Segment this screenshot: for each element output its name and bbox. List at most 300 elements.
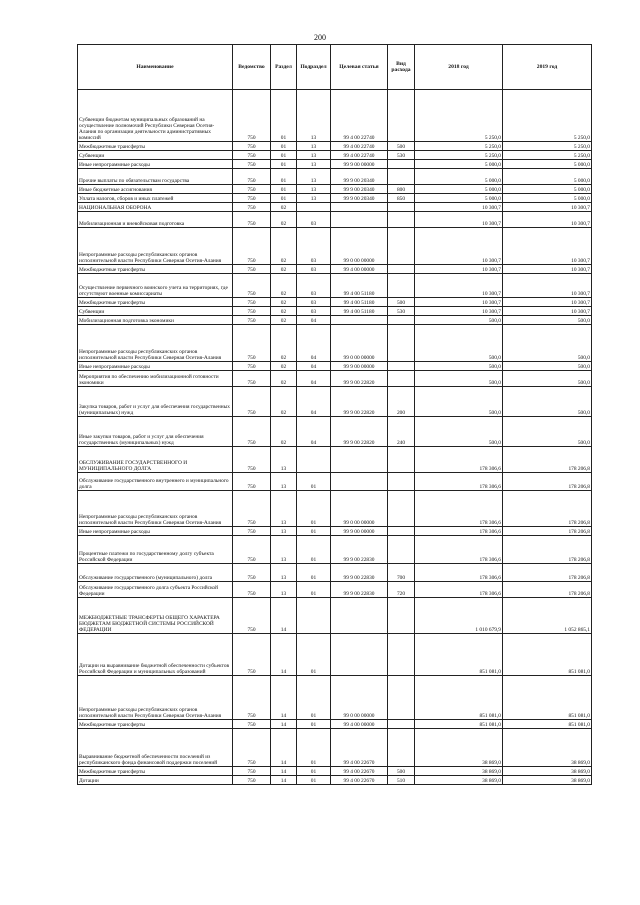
cell-expense-type <box>388 634 415 676</box>
header-year-2018: 2018 год <box>415 45 503 90</box>
cell-year-2019: 10 300,7 <box>503 265 592 274</box>
cell-target-article: 99 4 00 51180 <box>331 307 388 316</box>
table-row <box>78 720 592 729</box>
cell-year-2018: 178 306,6 <box>415 527 503 536</box>
cell-year-2019: 5 000,0 <box>503 160 592 169</box>
cell-year-2018: 500,0 <box>415 325 503 362</box>
cell-expense-type <box>388 362 415 371</box>
cell-expense-type: 500 <box>388 298 415 307</box>
cell-section: 14 <box>271 729 297 767</box>
cell-name: Межбюджетные трансферты <box>78 767 233 776</box>
cell-year-2018: 38 869,0 <box>415 776 503 785</box>
cell-year-2019: 38 869,0 <box>503 767 592 776</box>
cell-name: Выравнивание бюджетной обеспеченности поселений из республиканского фонда финансовой поддержки поселений <box>78 729 233 767</box>
cell-department: 750 <box>233 776 271 785</box>
cell-subsection: 13 <box>297 90 331 142</box>
table-row <box>78 185 592 194</box>
cell-section: 02 <box>271 212 297 228</box>
table-row <box>78 491 592 527</box>
cell-subsection: 13 <box>297 185 331 194</box>
cell-expense-type <box>388 212 415 228</box>
table-row <box>78 634 592 676</box>
cell-name: Межбюджетные трансферты <box>78 298 233 307</box>
cell-section: 01 <box>271 151 297 160</box>
cell-year-2019: 178 206,8 <box>503 582 592 598</box>
cell-expense-type <box>388 598 415 634</box>
header-expense-type: Вид расхода <box>388 45 415 90</box>
cell-name: Субвенции <box>78 307 233 316</box>
cell-department: 750 <box>233 90 271 142</box>
cell-target-article <box>331 316 388 325</box>
cell-target-article: 99 4 00 51180 <box>331 298 388 307</box>
cell-subsection: 03 <box>297 265 331 274</box>
cell-year-2018: 500,0 <box>415 371 503 387</box>
cell-year-2019: 38 869,0 <box>503 729 592 767</box>
table-row <box>78 142 592 151</box>
cell-year-2018: 5 250,0 <box>415 90 503 142</box>
cell-year-2019: 500,0 <box>503 325 592 362</box>
cell-target-article: 99 0 00 00000 <box>331 676 388 720</box>
cell-name: Непрограммные расходы республиканских органов исполнительной власти Республики Северная Осетия-Алания <box>78 491 233 527</box>
cell-year-2019: 5 250,0 <box>503 142 592 151</box>
cell-target-article <box>331 203 388 212</box>
cell-name: Прочие выплаты по обязательствам государства <box>78 169 233 185</box>
cell-section: 01 <box>271 185 297 194</box>
cell-target-article: 99 0 00 00000 <box>331 325 388 362</box>
cell-year-2018: 38 869,0 <box>415 729 503 767</box>
cell-year-2018: 5 000,0 <box>415 169 503 185</box>
budget-table <box>77 44 592 785</box>
table-row <box>78 371 592 387</box>
table-row <box>78 417 592 447</box>
cell-year-2019: 178 206,8 <box>503 447 592 473</box>
cell-expense-type <box>388 265 415 274</box>
cell-name: Межбюджетные трансферты <box>78 142 233 151</box>
cell-department: 750 <box>233 298 271 307</box>
cell-department: 750 <box>233 185 271 194</box>
cell-expense-type: 700 <box>388 564 415 582</box>
cell-section: 02 <box>271 325 297 362</box>
cell-subsection <box>297 447 331 473</box>
cell-target-article: 99 4 00 22740 <box>331 151 388 160</box>
cell-department: 750 <box>233 527 271 536</box>
cell-target-article: 99 0 00 00000 <box>331 491 388 527</box>
cell-year-2019: 10 300,7 <box>503 228 592 265</box>
cell-name: Межбюджетные трансферты <box>78 720 233 729</box>
cell-name: Непрограммные расходы республиканских органов исполнительной власти Республики Северная Осетия-Алания <box>78 676 233 720</box>
cell-name: Иные бюджетные ассигнования <box>78 185 233 194</box>
cell-subsection: 04 <box>297 387 331 417</box>
cell-year-2018: 10 300,7 <box>415 307 503 316</box>
cell-section: 02 <box>271 387 297 417</box>
cell-year-2019: 178 206,8 <box>503 491 592 527</box>
cell-expense-type: 200 <box>388 387 415 417</box>
cell-target-article: 99 9 00 22820 <box>331 417 388 447</box>
cell-year-2018: 500,0 <box>415 387 503 417</box>
cell-year-2019: 178 206,8 <box>503 536 592 564</box>
cell-expense-type <box>388 325 415 362</box>
cell-name: Иные непрограммные расходы <box>78 527 233 536</box>
cell-subsection: 03 <box>297 307 331 316</box>
cell-subsection: 04 <box>297 325 331 362</box>
cell-name: ОБСЛУЖИВАНИЕ ГОСУДАРСТВЕННОГО И МУНИЦИПАЛЬНОГО ДОЛГА <box>78 447 233 473</box>
cell-name: Мероприятия по обеспечению мобилизационной готовности экономики <box>78 371 233 387</box>
cell-section: 13 <box>271 447 297 473</box>
cell-year-2019: 178 206,8 <box>503 564 592 582</box>
cell-year-2018: 10 300,7 <box>415 228 503 265</box>
header-target-article: Целевая статья <box>331 45 388 90</box>
cell-year-2019: 10 300,7 <box>503 212 592 228</box>
cell-subsection: 13 <box>297 142 331 151</box>
cell-name: Уплата налогов, сборов и иных платежей <box>78 194 233 203</box>
cell-target-article: 99 4 00 51180 <box>331 274 388 298</box>
cell-section: 14 <box>271 634 297 676</box>
cell-target-article: 99 4 00 22740 <box>331 90 388 142</box>
cell-subsection <box>297 203 331 212</box>
cell-section: 01 <box>271 194 297 203</box>
cell-section: 02 <box>271 203 297 212</box>
cell-subsection: 13 <box>297 194 331 203</box>
cell-department: 750 <box>233 536 271 564</box>
cell-subsection: 01 <box>297 676 331 720</box>
cell-subsection: 01 <box>297 582 331 598</box>
cell-year-2018: 5 250,0 <box>415 142 503 151</box>
cell-target-article: 99 9 00 00000 <box>331 527 388 536</box>
cell-subsection: 01 <box>297 776 331 785</box>
table-row <box>78 194 592 203</box>
cell-year-2019: 38 869,0 <box>503 776 592 785</box>
cell-department: 750 <box>233 325 271 362</box>
cell-subsection: 13 <box>297 151 331 160</box>
cell-year-2018: 38 869,0 <box>415 767 503 776</box>
cell-target-article: 99 9 00 22830 <box>331 582 388 598</box>
cell-year-2019: 500,0 <box>503 316 592 325</box>
cell-year-2018: 178 306,6 <box>415 536 503 564</box>
cell-year-2018: 178 306,6 <box>415 491 503 527</box>
table-header-row <box>78 45 592 90</box>
table-row <box>78 767 592 776</box>
cell-year-2018: 5 250,0 <box>415 151 503 160</box>
table-row <box>78 307 592 316</box>
cell-section: 02 <box>271 228 297 265</box>
cell-section: 14 <box>271 776 297 785</box>
header-section: Раздел <box>271 45 297 90</box>
cell-section: 14 <box>271 767 297 776</box>
cell-section: 14 <box>271 676 297 720</box>
cell-name: Закупка товаров, работ и услуг для обеспечения государственных (муниципальных) нужд <box>78 387 233 417</box>
cell-expense-type <box>388 447 415 473</box>
cell-name: Мобилизационная и вневойсковая подготовка <box>78 212 233 228</box>
cell-year-2019: 851 081,0 <box>503 634 592 676</box>
cell-year-2019: 5 000,0 <box>503 169 592 185</box>
cell-expense-type <box>388 720 415 729</box>
table-row <box>78 536 592 564</box>
cell-department: 750 <box>233 582 271 598</box>
cell-target-article <box>331 634 388 676</box>
cell-year-2018: 500,0 <box>415 316 503 325</box>
table-row <box>78 729 592 767</box>
cell-year-2018: 178 306,6 <box>415 582 503 598</box>
cell-expense-type <box>388 473 415 491</box>
cell-section: 02 <box>271 298 297 307</box>
cell-year-2018: 500,0 <box>415 362 503 371</box>
cell-subsection: 01 <box>297 536 331 564</box>
cell-year-2018: 178 306,6 <box>415 473 503 491</box>
cell-year-2019: 5 250,0 <box>503 151 592 160</box>
cell-department: 750 <box>233 729 271 767</box>
table-row <box>78 203 592 212</box>
cell-year-2019: 500,0 <box>503 417 592 447</box>
cell-year-2018: 851 081,0 <box>415 676 503 720</box>
cell-department: 750 <box>233 387 271 417</box>
cell-year-2018: 851 081,0 <box>415 720 503 729</box>
cell-year-2019: 851 081,0 <box>503 720 592 729</box>
cell-department: 750 <box>233 274 271 298</box>
cell-subsection: 01 <box>297 473 331 491</box>
cell-department: 750 <box>233 362 271 371</box>
cell-subsection: 03 <box>297 228 331 265</box>
cell-expense-type: 720 <box>388 582 415 598</box>
cell-section: 01 <box>271 90 297 142</box>
cell-expense-type <box>388 160 415 169</box>
cell-section: 02 <box>271 362 297 371</box>
cell-name: Субвенции бюджетам муниципальных образований на осуществление полномочий Республики Северная Осетия-Алания по организации деятельности административных комиссий <box>78 90 233 142</box>
cell-year-2019: 5 250,0 <box>503 90 592 142</box>
cell-name: Иные непрограммные расходы <box>78 160 233 169</box>
cell-name: Иные закупки товаров, работ и услуг для обеспечения государственных (муниципальных) нужд <box>78 417 233 447</box>
cell-subsection: 01 <box>297 729 331 767</box>
cell-year-2019: 5 000,0 <box>503 194 592 203</box>
cell-department: 750 <box>233 447 271 473</box>
table-row <box>78 90 592 142</box>
table-row <box>78 212 592 228</box>
cell-expense-type: 530 <box>388 151 415 160</box>
table-row <box>78 564 592 582</box>
table-row <box>78 169 592 185</box>
table-row <box>78 447 592 473</box>
table-row <box>78 274 592 298</box>
cell-expense-type: 240 <box>388 417 415 447</box>
header-year-2019: 2019 год <box>503 45 592 90</box>
cell-year-2019: 5 000,0 <box>503 185 592 194</box>
cell-expense-type: 510 <box>388 776 415 785</box>
cell-subsection: 03 <box>297 274 331 298</box>
cell-department: 750 <box>233 307 271 316</box>
cell-department: 750 <box>233 203 271 212</box>
cell-department: 750 <box>233 491 271 527</box>
table-row <box>78 160 592 169</box>
cell-year-2019: 10 300,7 <box>503 274 592 298</box>
cell-department: 750 <box>233 265 271 274</box>
cell-department: 750 <box>233 598 271 634</box>
cell-department: 750 <box>233 767 271 776</box>
cell-expense-type <box>388 90 415 142</box>
cell-target-article: 99 9 00 22830 <box>331 564 388 582</box>
cell-year-2018: 1 010 679,9 <box>415 598 503 634</box>
page-number: 200 <box>314 33 326 42</box>
cell-department: 750 <box>233 194 271 203</box>
cell-name: Мобилизационная подготовка экономики <box>78 316 233 325</box>
cell-target-article: 99 9 00 22820 <box>331 387 388 417</box>
cell-section: 14 <box>271 720 297 729</box>
cell-year-2019: 10 300,7 <box>503 298 592 307</box>
cell-subsection: 01 <box>297 491 331 527</box>
table-row <box>78 325 592 362</box>
cell-name: Иные непрограммные расходы <box>78 362 233 371</box>
cell-department: 750 <box>233 417 271 447</box>
cell-name: Обслуживание государственного долга субъекта Российской Федерации <box>78 582 233 598</box>
header-subsection: Подраздел <box>297 45 331 90</box>
cell-department: 750 <box>233 151 271 160</box>
cell-year-2018: 851 081,0 <box>415 634 503 676</box>
cell-expense-type <box>388 729 415 767</box>
cell-department: 750 <box>233 212 271 228</box>
cell-expense-type <box>388 274 415 298</box>
cell-subsection: 04 <box>297 316 331 325</box>
cell-subsection: 01 <box>297 767 331 776</box>
cell-target-article: 99 4 00 00000 <box>331 720 388 729</box>
table-row <box>78 298 592 307</box>
cell-subsection: 01 <box>297 720 331 729</box>
cell-section: 14 <box>271 598 297 634</box>
table-row <box>78 527 592 536</box>
cell-section: 02 <box>271 265 297 274</box>
cell-target-article: 99 9 00 20340 <box>331 169 388 185</box>
cell-section: 13 <box>271 564 297 582</box>
cell-section: 13 <box>271 536 297 564</box>
cell-subsection: 03 <box>297 212 331 228</box>
cell-target-article: 99 9 00 00000 <box>331 362 388 371</box>
table-row <box>78 598 592 634</box>
cell-section: 01 <box>271 169 297 185</box>
cell-department: 750 <box>233 634 271 676</box>
cell-year-2018: 10 300,7 <box>415 274 503 298</box>
cell-name: НАЦИОНАЛЬНАЯ ОБОРОНА <box>78 203 233 212</box>
cell-year-2019: 178 206,8 <box>503 473 592 491</box>
cell-department: 750 <box>233 676 271 720</box>
cell-year-2018: 10 300,7 <box>415 203 503 212</box>
header-name: Наименование <box>78 45 233 90</box>
cell-section: 13 <box>271 473 297 491</box>
cell-target-article: 99 4 00 00000 <box>331 265 388 274</box>
cell-year-2019: 500,0 <box>503 362 592 371</box>
cell-year-2019: 10 300,7 <box>503 203 592 212</box>
table-row <box>78 676 592 720</box>
cell-target-article: 99 0 00 00000 <box>331 228 388 265</box>
cell-year-2019: 500,0 <box>503 371 592 387</box>
table-body <box>78 90 592 785</box>
cell-target-article: 99 4 00 22670 <box>331 767 388 776</box>
cell-subsection: 03 <box>297 298 331 307</box>
cell-name: Непрограммные расходы республиканских органов исполнительной власти Республики Северная Осетия-Алания <box>78 228 233 265</box>
cell-target-article: 99 4 00 22670 <box>331 776 388 785</box>
cell-department: 750 <box>233 564 271 582</box>
cell-name: Дотации <box>78 776 233 785</box>
cell-year-2018: 10 300,7 <box>415 265 503 274</box>
cell-department: 750 <box>233 473 271 491</box>
cell-year-2019: 178 206,8 <box>503 527 592 536</box>
cell-department: 750 <box>233 142 271 151</box>
cell-expense-type <box>388 371 415 387</box>
cell-subsection: 04 <box>297 371 331 387</box>
cell-name: Обслуживание государственного внутреннего и муниципального долга <box>78 473 233 491</box>
cell-expense-type <box>388 527 415 536</box>
cell-target-article <box>331 447 388 473</box>
cell-subsection <box>297 598 331 634</box>
cell-expense-type <box>388 228 415 265</box>
cell-target-article: 99 9 00 20340 <box>331 194 388 203</box>
cell-target-article: 99 9 00 22820 <box>331 371 388 387</box>
cell-section: 02 <box>271 316 297 325</box>
cell-target-article: 99 4 00 22740 <box>331 142 388 151</box>
table-row <box>78 387 592 417</box>
table-row <box>78 776 592 785</box>
cell-target-article: 99 9 00 00000 <box>331 160 388 169</box>
cell-section: 02 <box>271 371 297 387</box>
cell-subsection: 04 <box>297 417 331 447</box>
cell-department: 750 <box>233 720 271 729</box>
cell-section: 13 <box>271 527 297 536</box>
cell-expense-type <box>388 316 415 325</box>
cell-name: Дотации на выравнивание бюджетной обеспеченности субъектов Российской Федерации и муниципальных образований <box>78 634 233 676</box>
cell-section: 01 <box>271 160 297 169</box>
cell-subsection: 13 <box>297 160 331 169</box>
cell-subsection: 01 <box>297 634 331 676</box>
table-row <box>78 316 592 325</box>
cell-year-2018: 5 000,0 <box>415 160 503 169</box>
cell-expense-type <box>388 676 415 720</box>
cell-subsection: 01 <box>297 527 331 536</box>
table-row <box>78 473 592 491</box>
cell-department: 750 <box>233 371 271 387</box>
cell-expense-type: 500 <box>388 767 415 776</box>
cell-year-2019: 10 300,7 <box>503 307 592 316</box>
cell-department: 750 <box>233 316 271 325</box>
cell-year-2018: 5 000,0 <box>415 194 503 203</box>
table-row <box>78 582 592 598</box>
cell-subsection: 04 <box>297 362 331 371</box>
cell-year-2018: 10 300,7 <box>415 298 503 307</box>
cell-year-2018: 10 300,7 <box>415 212 503 228</box>
table-row <box>78 228 592 265</box>
cell-section: 01 <box>271 142 297 151</box>
cell-year-2019: 851 081,0 <box>503 676 592 720</box>
cell-department: 750 <box>233 160 271 169</box>
cell-expense-type <box>388 169 415 185</box>
cell-subsection: 01 <box>297 564 331 582</box>
cell-name: Осуществление первичного воинского учета на территориях, где отсутствуют военные комиссариаты <box>78 274 233 298</box>
cell-target-article: 99 4 00 22670 <box>331 729 388 767</box>
cell-expense-type: 850 <box>388 194 415 203</box>
cell-name: МЕЖБЮДЖЕТНЫЕ ТРАНСФЕРТЫ ОБЩЕГО ХАРАКТЕРА БЮДЖЕТАМ БЮДЖЕТНОЙ СИСТЕМЫ РОССИЙСКОЙ ФЕДЕРАЦИИ <box>78 598 233 634</box>
cell-target-article: 99 9 00 22830 <box>331 536 388 564</box>
cell-expense-type: 530 <box>388 307 415 316</box>
cell-section: 02 <box>271 307 297 316</box>
cell-name: Непрограммные расходы республиканских органов исполнительной власти Республики Северная Осетия-Алания <box>78 325 233 362</box>
cell-target-article <box>331 212 388 228</box>
cell-year-2019: 1 052 865,1 <box>503 598 592 634</box>
header-department: Ведомство <box>233 45 271 90</box>
cell-year-2019: 500,0 <box>503 387 592 417</box>
cell-expense-type: 800 <box>388 185 415 194</box>
cell-section: 13 <box>271 491 297 527</box>
cell-target-article: 99 9 00 20340 <box>331 185 388 194</box>
cell-department: 750 <box>233 169 271 185</box>
cell-name: Процентные платежи по государственному долгу субъекта Российской Федерации <box>78 536 233 564</box>
cell-year-2018: 178 306,6 <box>415 564 503 582</box>
cell-section: 13 <box>271 582 297 598</box>
cell-expense-type <box>388 491 415 527</box>
